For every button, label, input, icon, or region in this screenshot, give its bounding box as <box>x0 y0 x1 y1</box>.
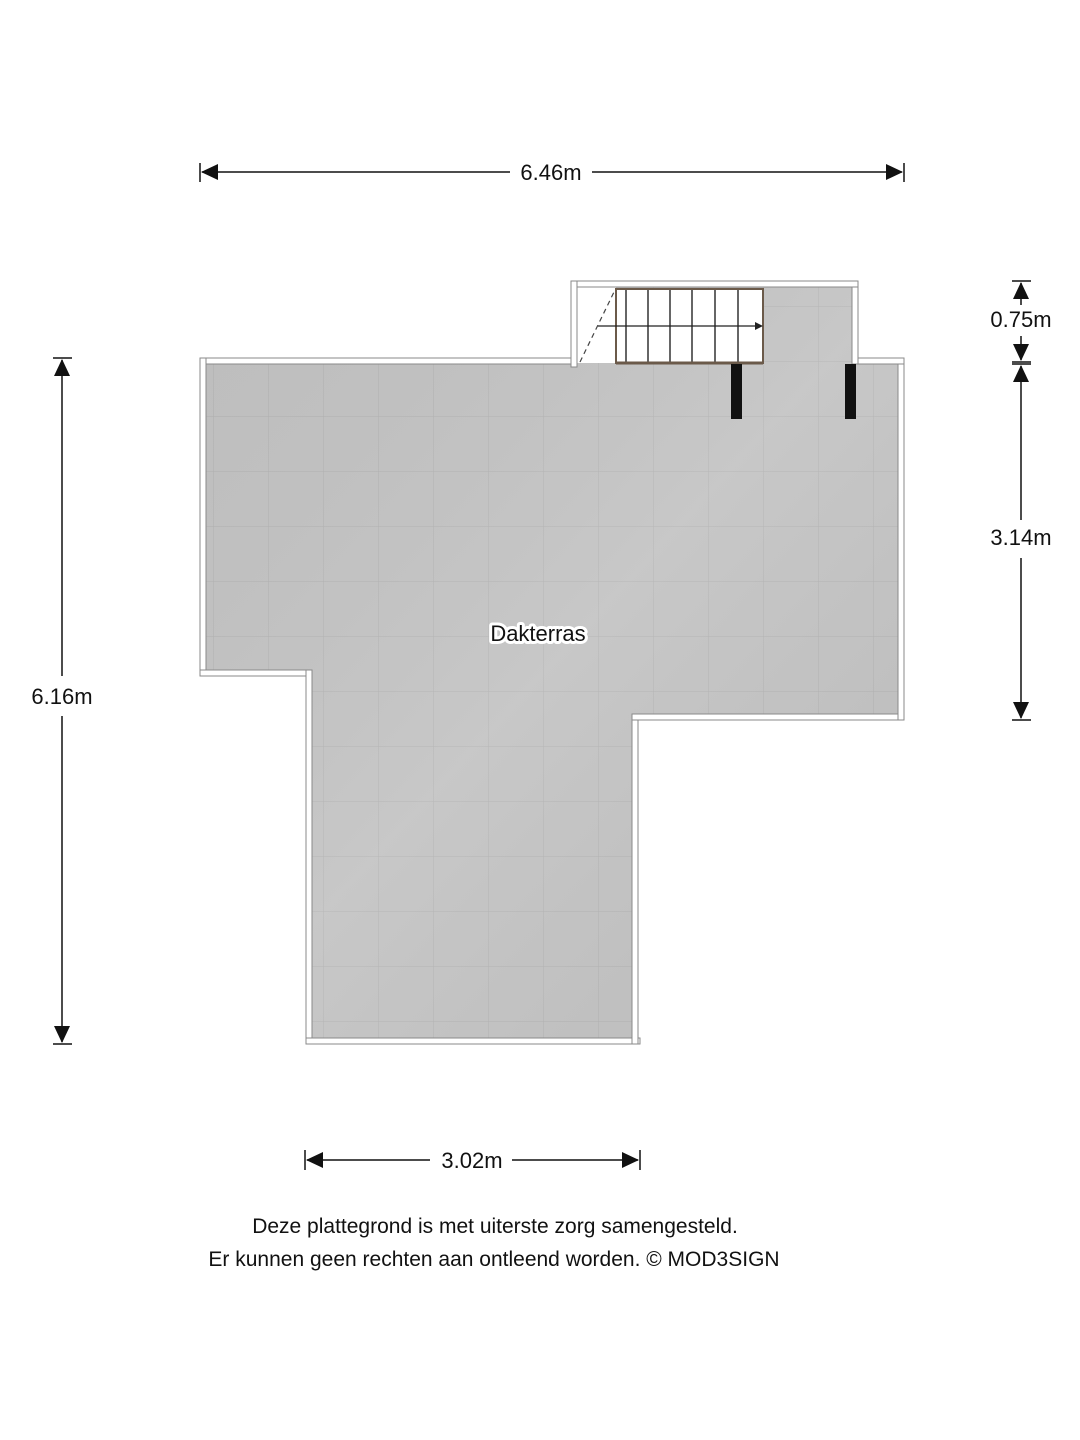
wall-left <box>200 358 206 676</box>
dimension-bottom-width-label: 3.02m <box>441 1148 503 1173</box>
dimension-right-upper <box>990 281 1051 362</box>
wall-stair-top <box>571 281 858 287</box>
wall-left-lower <box>306 670 312 1044</box>
wall-stair-left <box>571 281 577 367</box>
disclaimer-line-2: Er kunnen geen rechten aan ontleend worden. © MOD3SIGN <box>208 1248 780 1271</box>
dimension-top-width <box>200 160 904 185</box>
wall-right-lower <box>632 714 638 1044</box>
dimension-right-lower-label: 3.14m <box>990 525 1052 550</box>
wall-right-top <box>852 358 904 364</box>
wall-left-step <box>200 670 312 676</box>
stair-opening <box>576 287 616 363</box>
wall-top-left <box>200 358 577 364</box>
railing-post-left <box>731 364 742 419</box>
wall-bottom <box>306 1038 640 1044</box>
dimension-right-lower <box>990 364 1051 720</box>
dimension-bottom-width <box>305 1148 640 1173</box>
dimension-left-height <box>31 358 92 1044</box>
wall-right-step <box>632 714 904 720</box>
disclaimer-line-1: Deze plattegrond is met uiterste zorg samengesteld. <box>252 1215 738 1238</box>
dimension-left-height-label: 6.16m <box>31 684 93 709</box>
wall-stair-right <box>852 281 858 364</box>
railing-post-right <box>845 364 856 419</box>
wall-right <box>898 358 904 720</box>
dimension-top-width-label: 6.46m <box>520 160 582 185</box>
room-label: Dakterras <box>490 621 586 646</box>
dimension-right-upper-label: 0.75m <box>990 307 1052 332</box>
